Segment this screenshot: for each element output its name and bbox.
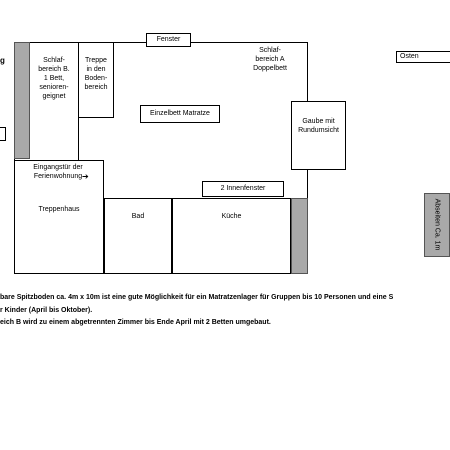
- einzelbett-box: Einzelbett Matratze: [140, 105, 220, 123]
- eingangstuer-label: Eingangstür der Ferienwohnung: [33, 164, 83, 180]
- abseiten-label: Abseiten Ca. 1m: [433, 198, 441, 251]
- kueche-box: [172, 198, 291, 274]
- bad-label: Bad: [131, 213, 145, 220]
- kueche-label: Küche: [221, 213, 242, 220]
- wall-strip-left: [14, 42, 30, 159]
- gaube-label: Gaube mit Rundumsicht: [298, 118, 339, 134]
- bad-box: [104, 198, 172, 274]
- schlafbereich-b-label: Schlaf- bereich B. 1 Bett, senioren- geignet: [38, 57, 70, 100]
- left-edge-box: [0, 127, 6, 141]
- treppe-label: Treppe in den Boden- bereich: [84, 57, 108, 91]
- note-line-3: eich B wird zu einem abgetrennten Zimmer bis Ende April mit 2 Betten umgebaut.: [0, 319, 271, 326]
- note-line-1: bare Spitzboden ca. 4m x 10m ist eine gute Möglichkeit für ein Matratzenlager für Gruppen bis 10 Personen und eine S: [0, 294, 394, 301]
- innenfenster-box: 2 Innenfenster: [202, 181, 284, 197]
- wall-strip-right: [291, 198, 308, 274]
- arrow-icon: ➔: [82, 172, 89, 181]
- note-line-2: r Kinder (April bis Oktober).: [0, 307, 93, 314]
- osten-box: Osten: [396, 51, 450, 63]
- treppenhaus-label: Treppenhaus: [38, 206, 80, 213]
- schlafbereich-a-label: Schlaf- bereich A Doppelbett: [253, 47, 287, 72]
- edge-letter: g: [0, 56, 5, 65]
- window-top-label: Fenster: [146, 33, 191, 47]
- gaube-box: [291, 101, 346, 170]
